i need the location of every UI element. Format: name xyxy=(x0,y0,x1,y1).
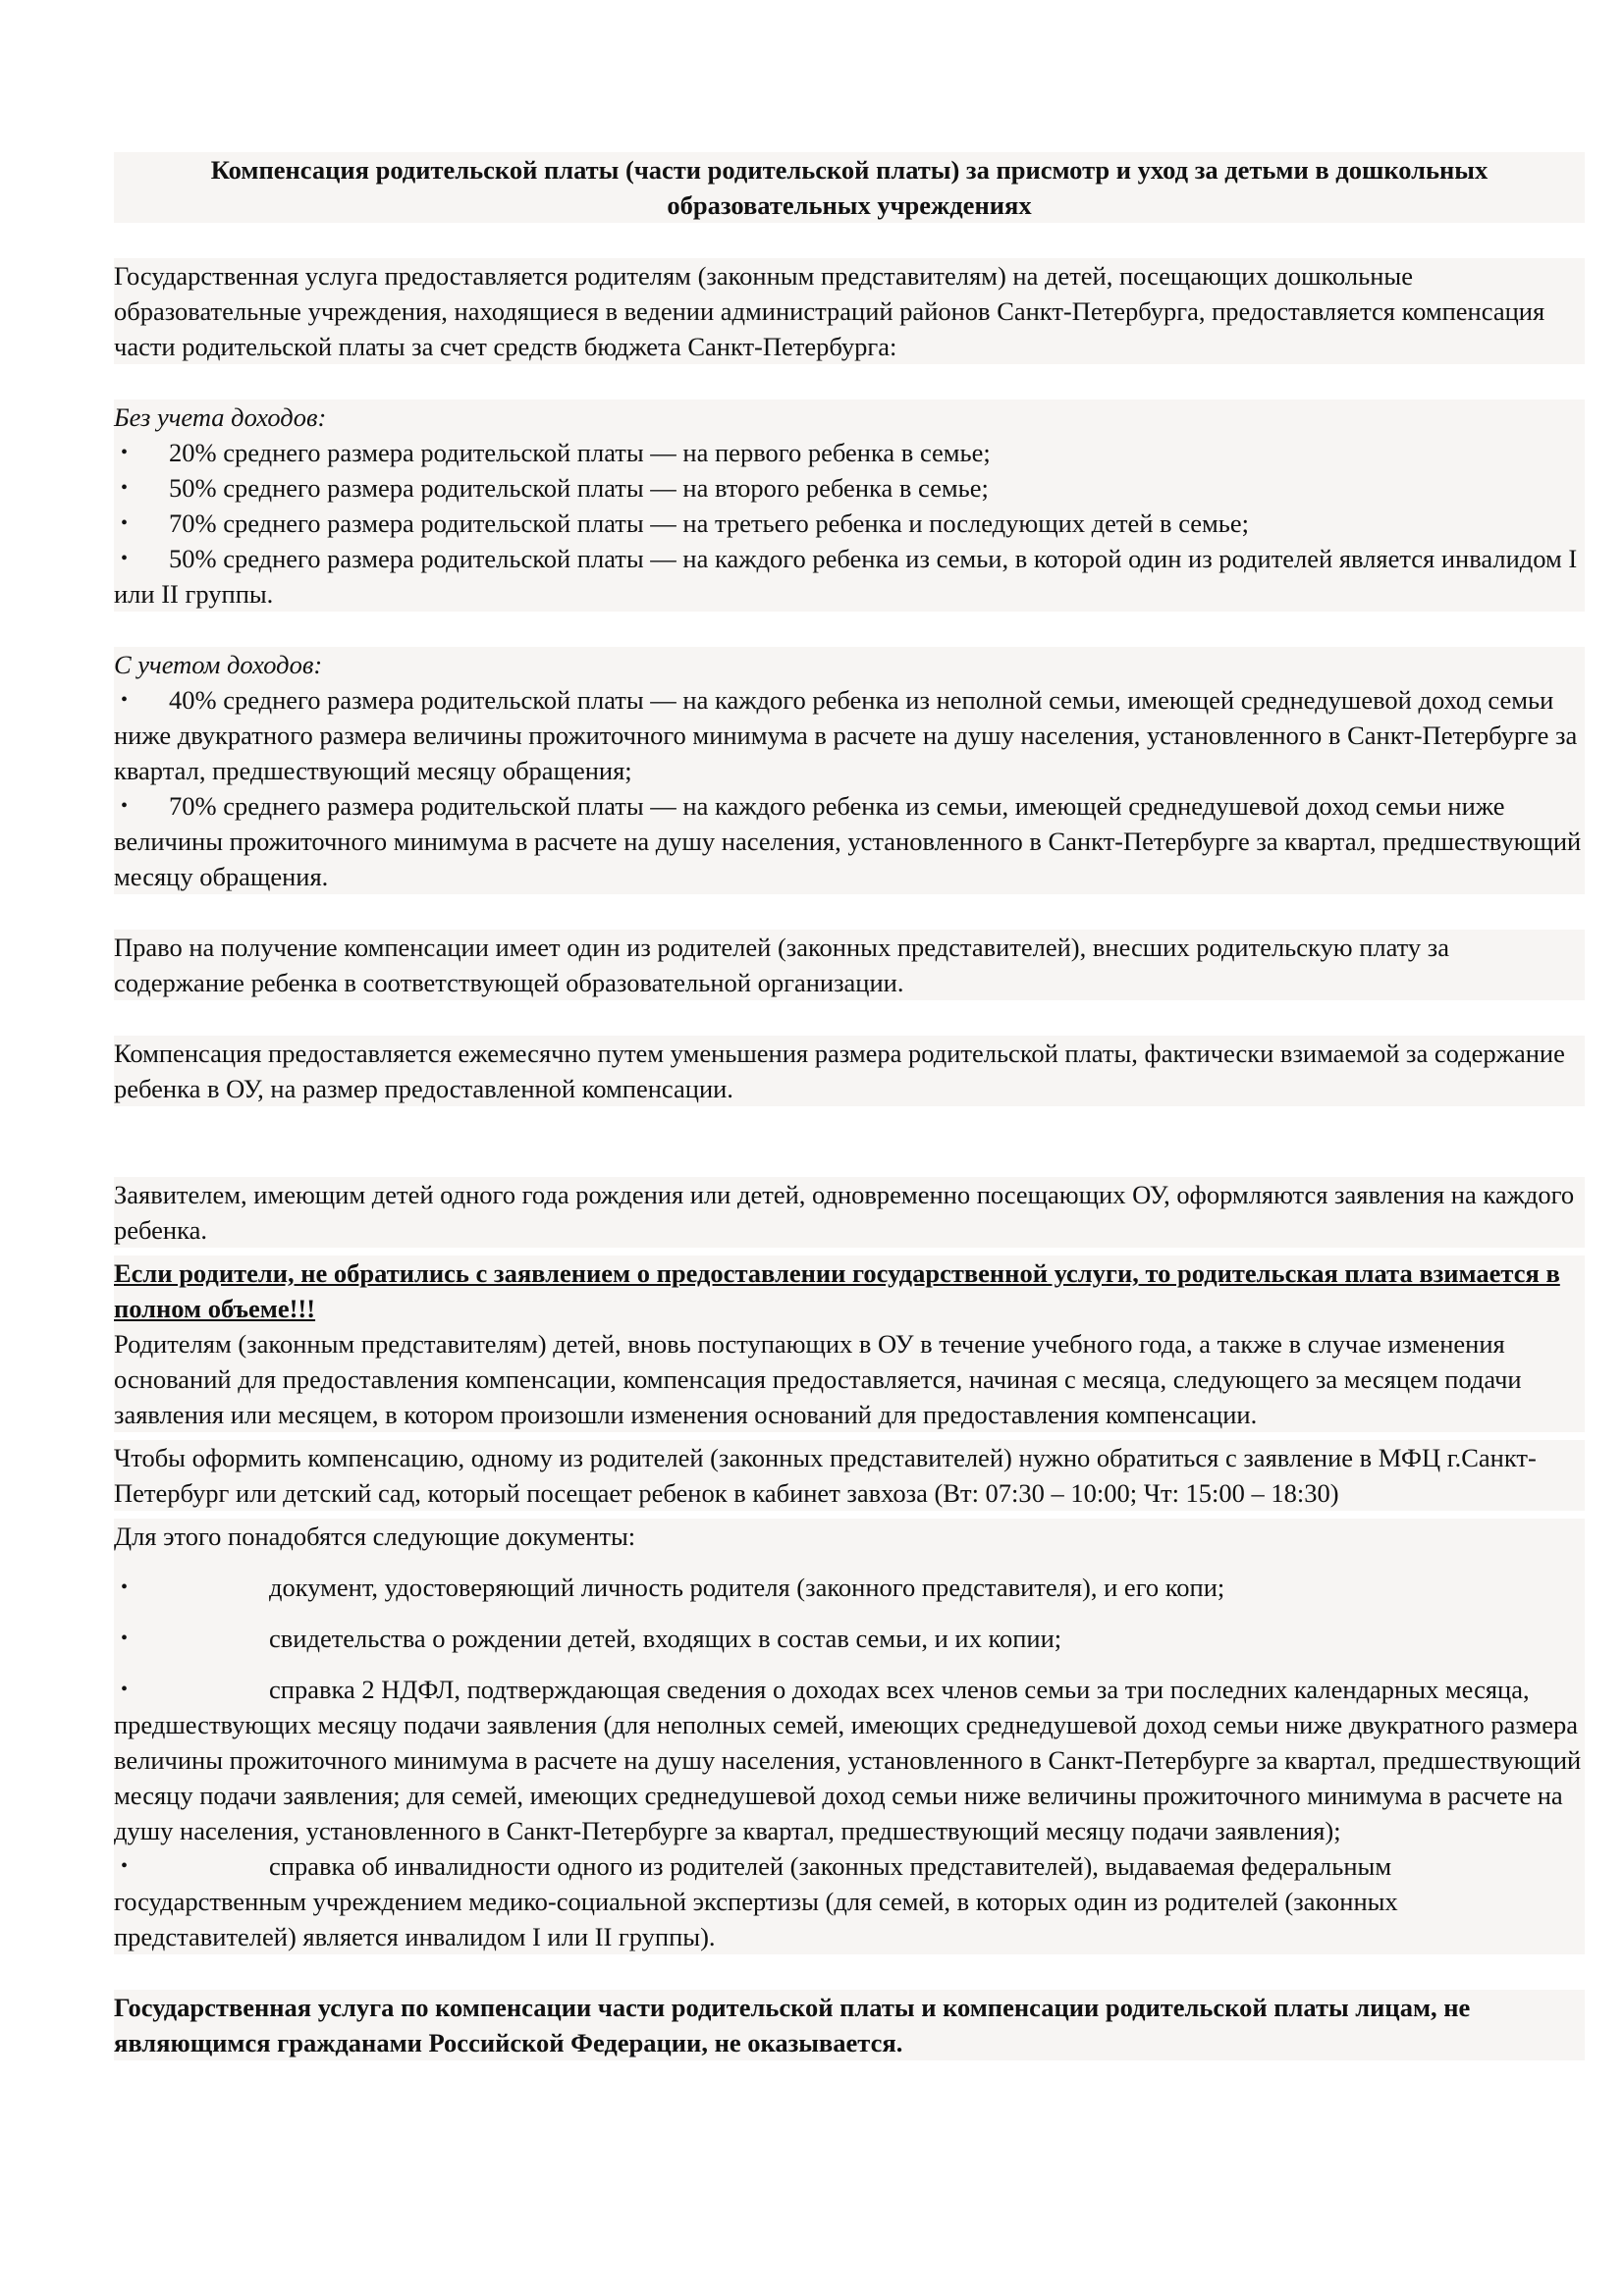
with-income-heading: С учетом доходов: xyxy=(114,650,323,679)
list-item: • справка 2 НДФЛ, подтверждающая сведения о доходах всех членов семьи за три последних календарных месяца, предшествующих месяцу подачи заявления (для неполных семей, имеющих среднедушевой доход семьи ниже двукратного размера величины прожиточного минимума в расчете на душу населения, установленного в Санкт-Петербурге за квартал, предшествующий месяцу подачи заявления; для семей, имеющих среднедушевой доход семьи ниже величины прожиточного минимума в расчете на душу населения, установленного в Санкт-Петербурге за квартал, предшествующий месяцу подачи заявления); xyxy=(114,1672,1585,1848)
bullet-icon: • xyxy=(121,1628,129,1649)
list-item: • документ, удостоверяющий личность родителя (законного представителя), и его копи; xyxy=(114,1570,1585,1605)
applicants-block xyxy=(114,1177,1585,1248)
bullet-icon: • xyxy=(121,689,129,711)
bullet-icon: • xyxy=(121,1855,129,1877)
bullet-icon: • xyxy=(121,1679,129,1700)
documents-section xyxy=(114,1519,1585,1954)
final-note: Государственная услуга по компенсации части родительской платы и компенсации родительской платы лицам, не являющимся гражданами Российской Федерации, не оказывается. xyxy=(114,1993,1471,2057)
list-item: • 70% среднего размера родительской платы — на каждого ребенка из семьи, имеющей среднедушевой доход семьи ниже величины прожиточного минимума в расчете на душу населения, установленного в Санкт-Петербурге за квартал, предшествующий месяцу обращения. xyxy=(114,788,1585,894)
with-income-section xyxy=(114,647,1585,894)
list-item: • 50% среднего размера родительской платы — на второго ребенка в семье; xyxy=(114,470,1585,506)
bullet-icon: • xyxy=(121,442,129,463)
list-item: • справка об инвалидности одного из родителей (законных представителей), выдаваемая федеральным государственным учреждением медико-социальной экспертизы (для семей, в которых один из родителей (законных представителей) является инвалидом I или II группы). xyxy=(114,1848,1585,1954)
title-block xyxy=(114,152,1585,223)
list-item: • 40% среднего размера родительской платы — на каждого ребенка из неполной семьи, имеющей среднедушевой доход семьи ниже двукратного размера величины прожиточного минимума в расчете на душу населения, установленного в Санкт-Петербурге за квартал, предшествующий месяцу обращения; xyxy=(114,682,1585,788)
intro-block xyxy=(114,258,1585,364)
monthly-paragraph: Компенсация предоставляется ежемесячно путем уменьшения размера родительской платы, фактически взимаемой за содержание ребенка в ОУ, на размер предоставленной компенсации. xyxy=(114,1039,1565,1103)
bullet-icon: • xyxy=(121,548,129,569)
warning-block xyxy=(114,1255,1585,1432)
new-children-paragraph: Родителям (законным представителям) детей, вновь поступающих в ОУ в течение учебного года, а также в случае изменения оснований для предоставления компенсации, компенсация предоставляется, начиная с месяца, следующего за месяцем подачи заявления или месяцем, в котором произошли изменения оснований для предоставления компенсации. xyxy=(114,1329,1522,1429)
final-note-block xyxy=(114,1990,1585,2060)
list-item: • свидетельства о рождении детей, входящих в состав семьи, и их копии; xyxy=(114,1621,1585,1656)
without-income-section xyxy=(114,400,1585,612)
applicants-paragraph: Заявителем, имеющим детей одного года рождения или детей, одновременно посещающих ОУ, оформляются заявления на каждого ребенка. xyxy=(114,1180,1575,1245)
without-income-list xyxy=(114,435,1585,612)
warning-text: Если родители, не обратились с заявлением о предоставлении государственной услуги, то родительская плата взимается в полном объеме!!! xyxy=(114,1258,1560,1323)
list-item: • 20% среднего размера родительской платы — на первого ребенка в семье; xyxy=(114,435,1585,470)
bullet-icon: • xyxy=(121,795,129,817)
right-paragraph: Право на получение компенсации имеет один из родителей (законных представителей), внесших родительскую плату за содержание ребенка в соответствующей образовательной организации. xyxy=(114,933,1450,997)
list-item: • 50% среднего размера родительской платы — на каждого ребенка из семьи, в которой один из родителей является инвалидом I или II группы. xyxy=(114,541,1585,612)
right-block xyxy=(114,930,1585,1000)
bullet-icon: • xyxy=(121,1576,129,1598)
with-income-list xyxy=(114,682,1585,894)
how-to-block xyxy=(114,1440,1585,1511)
monthly-block xyxy=(114,1036,1585,1106)
list-item: • 70% среднего размера родительской платы — на третьего ребенка и последующих детей в семье; xyxy=(114,506,1585,541)
bullet-icon: • xyxy=(121,477,129,499)
bullet-icon: • xyxy=(121,512,129,534)
document-title: Компенсация родительской платы (части родительской платы) за присмотр и уход за детьми в дошкольных образовательных учреждениях xyxy=(210,155,1489,220)
how-to-paragraph: Чтобы оформить компенсацию, одному из родителей (законных представителей) нужно обратиться с заявление в МФЦ г.Санкт-Петербург или детский сад, который посещает ребенок в кабинет завхоза (Вт: 07:30 – 10:00; Чт: 15:00 – 18:30) xyxy=(114,1443,1537,1508)
documents-heading: Для этого понадобятся следующие документы: xyxy=(114,1522,636,1551)
intro-paragraph: Государственная услуга предоставляется родителям (законным представителям) на детей, посещающих дошкольные образовательные учреждения, находящиеся в ведении администраций районов Санкт-Петербурга, предоставляется компенсация части родительской платы за счет средств бюджета Санкт-Петербурга: xyxy=(114,261,1545,361)
without-income-heading: Без учета доходов: xyxy=(114,402,327,432)
documents-list xyxy=(114,1570,1585,1954)
